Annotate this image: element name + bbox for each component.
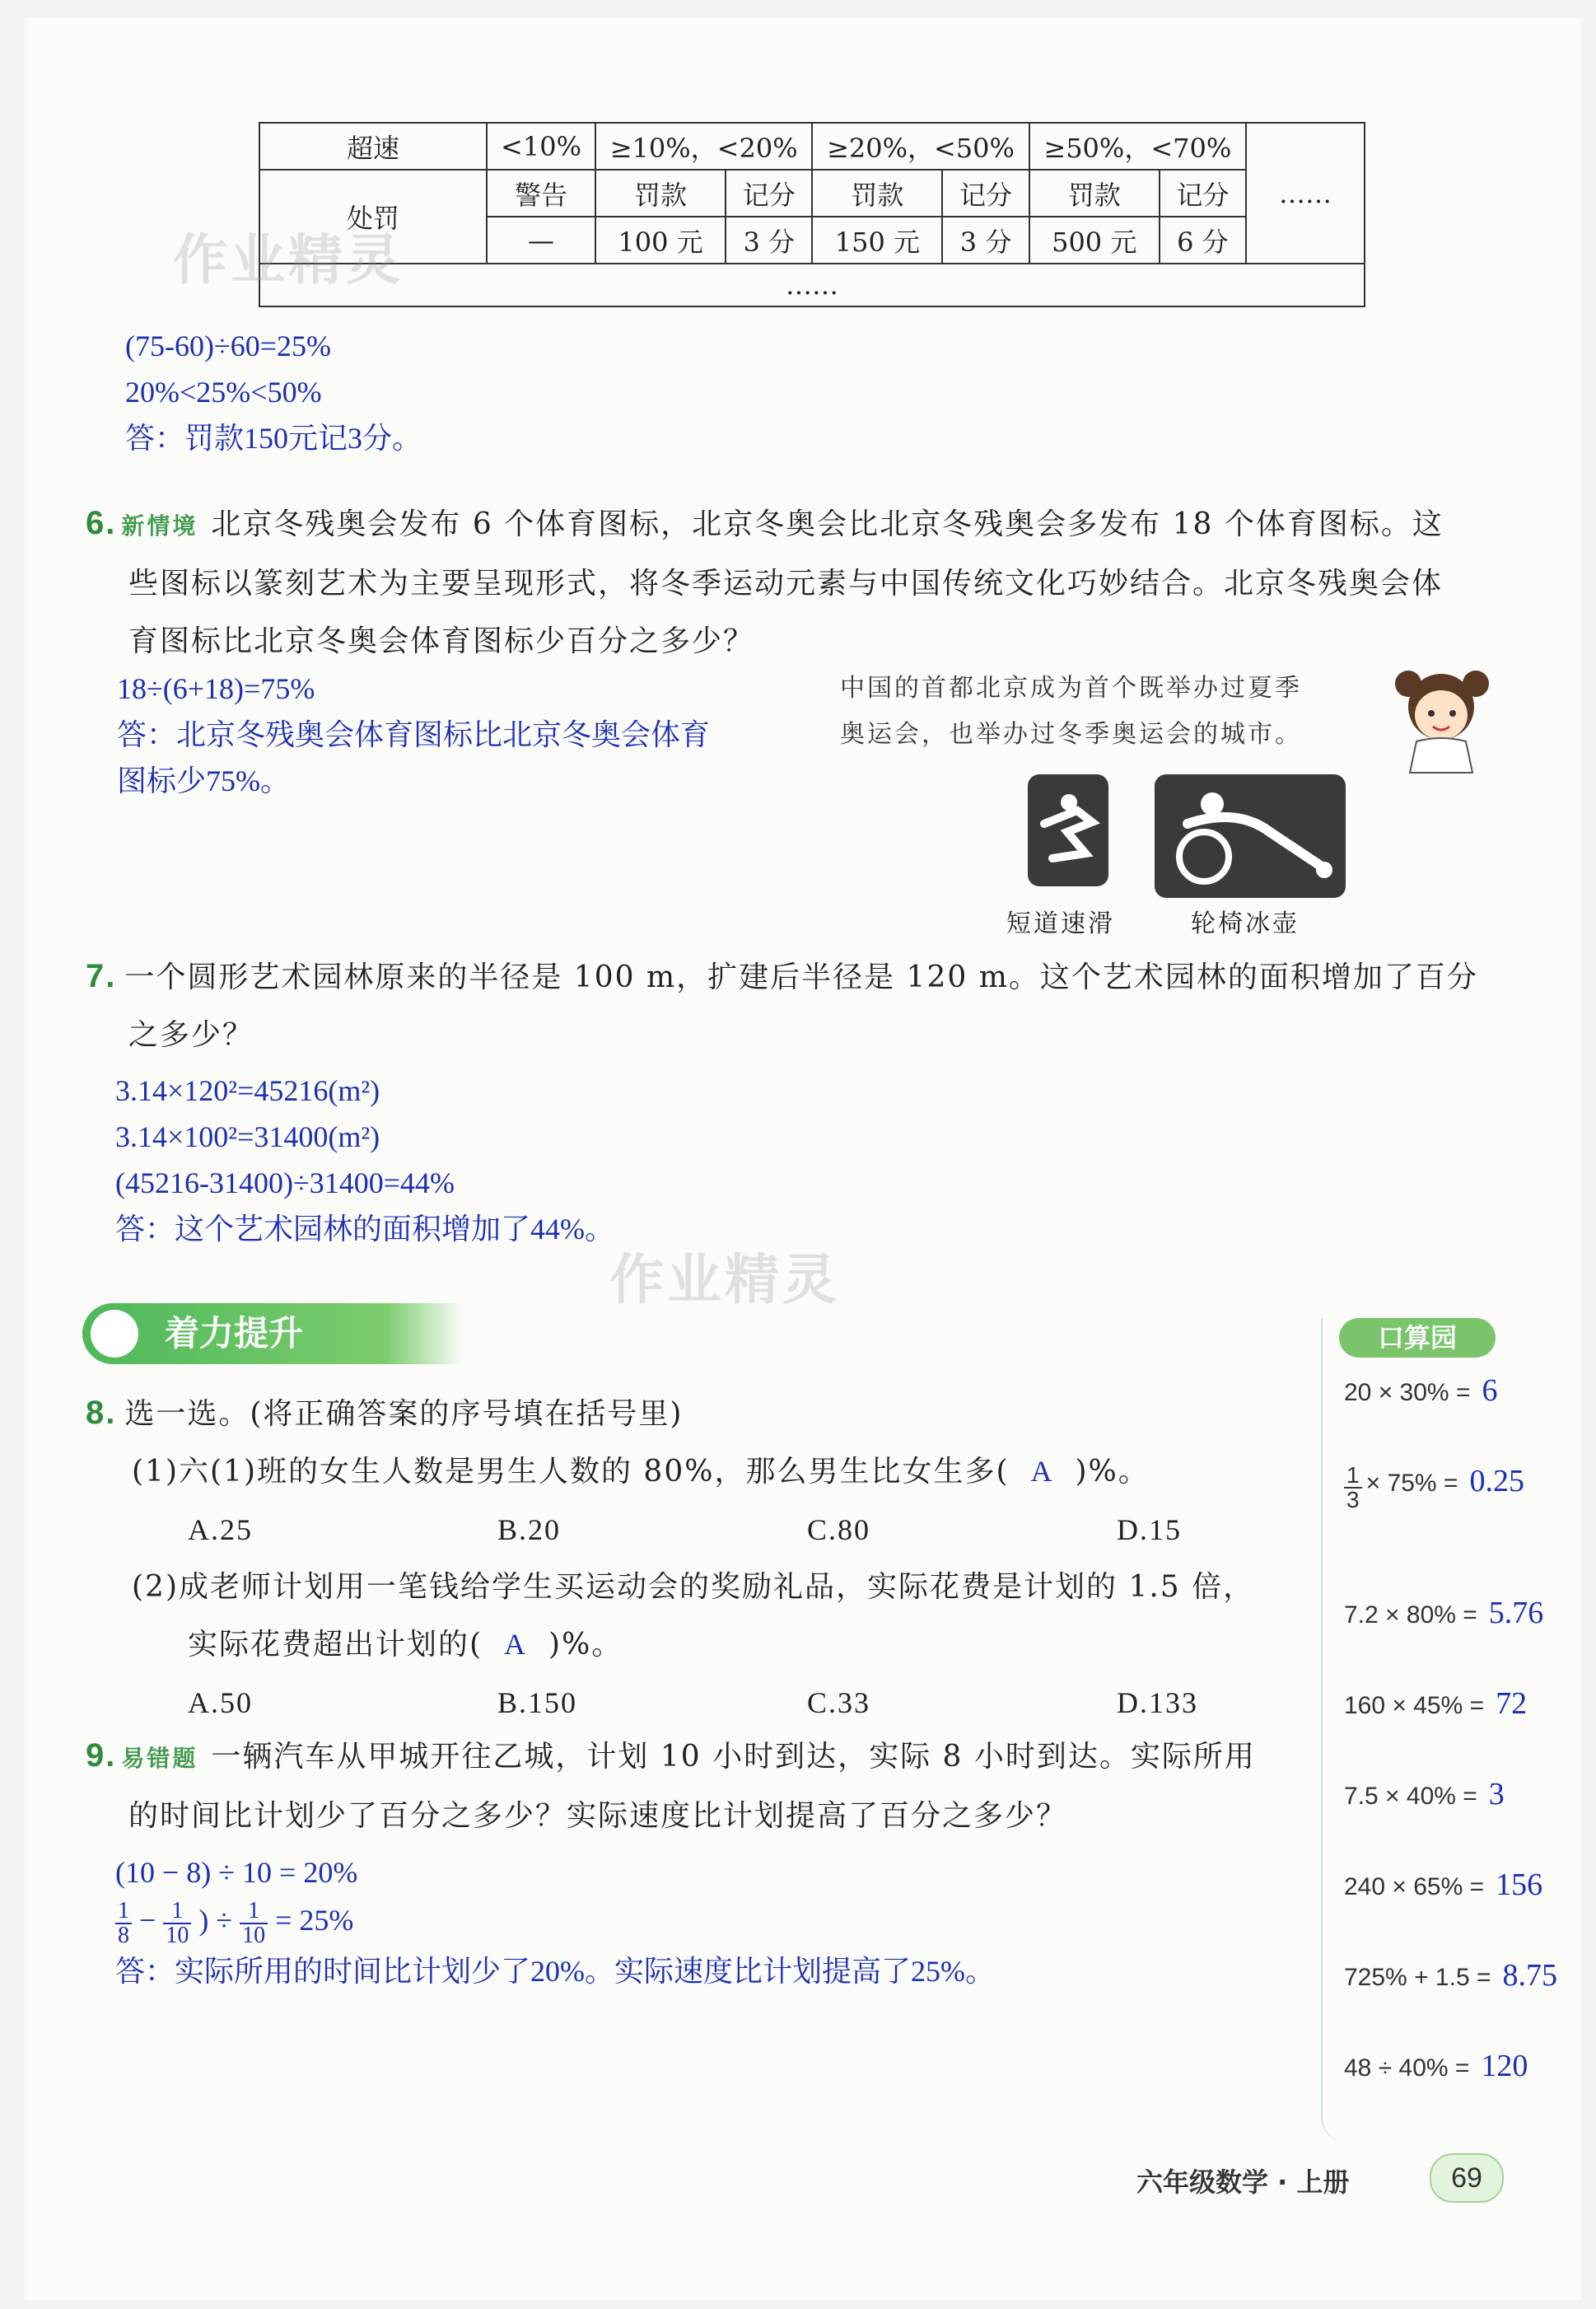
- table-ellipsis-row: ……: [259, 264, 1365, 306]
- answer-line: 20%<25%<50%: [125, 376, 322, 409]
- banner-title: 着力提升: [165, 1313, 304, 1353]
- action-cell: 罚款: [595, 170, 726, 217]
- table-ellipsis: ……: [1246, 123, 1365, 264]
- question-text: )%。: [548, 1628, 623, 1662]
- handwritten-answer: A: [504, 1628, 528, 1661]
- fraction: $\frac{1}{10}$: [163, 1900, 191, 1947]
- q9-answer: [115, 1849, 995, 1995]
- value-cell: —: [487, 217, 595, 264]
- answer-line: 答：罚款150元记3分。: [125, 422, 422, 455]
- speech-bubble: [840, 666, 1302, 758]
- question-number: 6.: [86, 505, 117, 541]
- handwritten-answer: A: [1030, 1455, 1054, 1488]
- answer-line: 答：这个艺术园林的面积增加了44%。: [115, 1213, 614, 1246]
- option: D.15: [1117, 1513, 1182, 1546]
- question-text: 一辆汽车从甲城开往乙城，计划 10 小时到达，实际 8 小时到达。实际所用: [211, 1740, 1256, 1774]
- girl-character-illustration: [1384, 659, 1499, 774]
- value-cell: 3 分: [942, 217, 1029, 264]
- answer-line: (75-60)÷60=25%: [125, 330, 332, 362]
- error-prone-tag: 易错题: [121, 1745, 198, 1772]
- q6-answer: [117, 666, 710, 804]
- mental-math-item: 48 ÷ 40% = 120: [1344, 2049, 1528, 2083]
- question-text: )%。: [1075, 1455, 1150, 1489]
- value-cell: 3 分: [726, 217, 812, 264]
- range-cell: ≥10%，<20%: [595, 123, 812, 170]
- mental-math-item: 20 × 30% = 6: [1344, 1373, 1498, 1408]
- answer-line: (45216-31400)÷31400=44%: [115, 1166, 455, 1199]
- mental-math-item: 160 × 45% = 72: [1344, 1686, 1528, 1721]
- answer-line: 答：实际所用的时间比计划少了20%。实际速度比计划提高了25%。: [115, 1954, 995, 1988]
- answer-line: 答：北京冬残奥会体育图标比北京冬奥会体育: [117, 718, 711, 751]
- answer-line: 图标少75%。: [117, 764, 290, 797]
- question-number: 7.: [86, 958, 117, 994]
- answer-line: 3.14×100²=31400(m²): [115, 1120, 380, 1153]
- mental-math-item: $\frac{1}{3}$ × 75% = 0.25: [1344, 1463, 1557, 1595]
- value-cell: 100 元: [595, 217, 726, 264]
- wheelchair-curling-icon: [1155, 774, 1346, 898]
- range-cell: ≥20%，<50%: [812, 123, 1029, 170]
- question-text: (1)六(1)班的女生人数是男生人数的 80%，那么男生比女生多(: [132, 1455, 1010, 1489]
- question-text: 的时间比计划少了百分之多少？实际速度比计划提高了百分之多少？: [128, 1799, 1068, 1833]
- speed-penalty-table: [259, 122, 1365, 307]
- bubble-line: 奥运会，也举办过冬季奥运会的城市。: [840, 720, 1302, 749]
- option: A.25: [188, 1513, 253, 1546]
- options-row: [86, 1501, 1324, 1559]
- sidebar-title: 口算园: [1339, 1318, 1496, 1358]
- option: B.150: [497, 1686, 578, 1719]
- action-cell: 罚款: [1029, 170, 1160, 217]
- option: D.133: [1117, 1686, 1198, 1719]
- range-cell: ≥50%，<70%: [1029, 123, 1246, 170]
- new-context-tag: 新情境: [121, 512, 198, 540]
- action-cell: 记分: [1160, 170, 1246, 217]
- options-row: [86, 1674, 1324, 1732]
- value-cell: 6 分: [1160, 217, 1246, 264]
- question-text: 之多少？: [128, 1018, 254, 1052]
- answer-line: 18÷(6+18)=75%: [117, 672, 315, 705]
- footer-book-title: 六年级数学 · 上册: [1136, 2166, 1350, 2198]
- option: B.20: [497, 1513, 562, 1546]
- bubble-line: 中国的首都北京成为首个既举办过夏季: [840, 674, 1302, 703]
- answer-line-fractions: $\frac{1}{8}$ − $\frac{1}{10}$ ) ÷ $\frac{1}{10}$ = 25%: [115, 1896, 995, 1947]
- action-cell: 罚款: [812, 170, 942, 217]
- page-number: 69: [1430, 2153, 1504, 2203]
- q5-answer: [125, 323, 422, 461]
- question-text: 一个圆形艺术园林原来的半径是 100 m，扩建后半径是 120 m。这个艺术园林的面积增加了百分: [124, 961, 1478, 994]
- question-text: 育图标比北京冬奥会体育图标少百分之多少？: [128, 624, 755, 658]
- option: A.50: [188, 1686, 253, 1719]
- fraction: $\frac{1}{8}$: [115, 1900, 132, 1947]
- question-text: 北京冬残奥会发布 6 个体育图标，北京冬奥会比北京冬残奥会多发布 18 个体育图标。这: [211, 507, 1444, 541]
- action-cell: 记分: [726, 170, 812, 217]
- question-number: 8.: [86, 1395, 117, 1431]
- mental-math-list: [1344, 1372, 1557, 2138]
- icon-label: 轮椅冰壶: [1191, 909, 1300, 938]
- question-text: (2)成老师计划用一笔钱给学生买运动会的奖励礼品，实际花费是计划的 1.5 倍，: [132, 1570, 1255, 1604]
- action-cell: 记分: [942, 170, 1029, 217]
- question-text: 些图标以篆刻艺术为主要呈现形式，将冬季运动元素与中国传统文化巧妙结合。北京冬残奥会体: [128, 567, 1444, 601]
- icon-label: 短道速滑: [1006, 909, 1115, 938]
- answer-line: 3.14×120²=45216(m²): [115, 1074, 380, 1107]
- mental-math-item: 240 × 65% = 156: [1344, 1867, 1543, 1902]
- value-cell: 500 元: [1029, 217, 1160, 264]
- question-text: 实际花费超出计划的(: [188, 1628, 483, 1662]
- option: C.80: [807, 1513, 871, 1546]
- value-cell: 150 元: [812, 217, 942, 264]
- banner-icon: [91, 1310, 138, 1358]
- mental-math-item: 725% + 1.5 = 8.75: [1344, 1958, 1557, 1993]
- range-cell: <10%: [487, 123, 595, 170]
- watermark: 作业精灵: [609, 1248, 840, 1311]
- row-label-penalty: 处罚: [259, 170, 487, 264]
- section-banner: [82, 1303, 463, 1364]
- short-track-skating-icon: [1028, 774, 1108, 886]
- question-number: 9.: [86, 1737, 117, 1774]
- question-9: [86, 1727, 1321, 1845]
- question-7: [86, 947, 1519, 1064]
- question-6: [86, 494, 1519, 671]
- answer-line: (10 − 8) ÷ 10 = 20%: [115, 1856, 358, 1889]
- watermark: 作业精灵: [173, 228, 404, 292]
- q7-answer: [115, 1068, 614, 1252]
- question-text: 选一选。(将正确答案的序号填在括号里): [124, 1397, 684, 1431]
- mental-math-item: 7.5 × 40% = 3: [1344, 1777, 1505, 1811]
- mental-math-item: 7.2 × 80% = 5.76: [1344, 1596, 1544, 1630]
- row-label-speeding: 超速: [259, 123, 487, 170]
- question-8: [86, 1384, 1321, 1732]
- fraction: $\frac{1}{10}$: [240, 1900, 268, 1947]
- fraction: $\frac{1}{3}$: [1344, 1464, 1362, 1512]
- option: C.33: [807, 1686, 871, 1719]
- action-cell: 警告: [487, 170, 595, 217]
